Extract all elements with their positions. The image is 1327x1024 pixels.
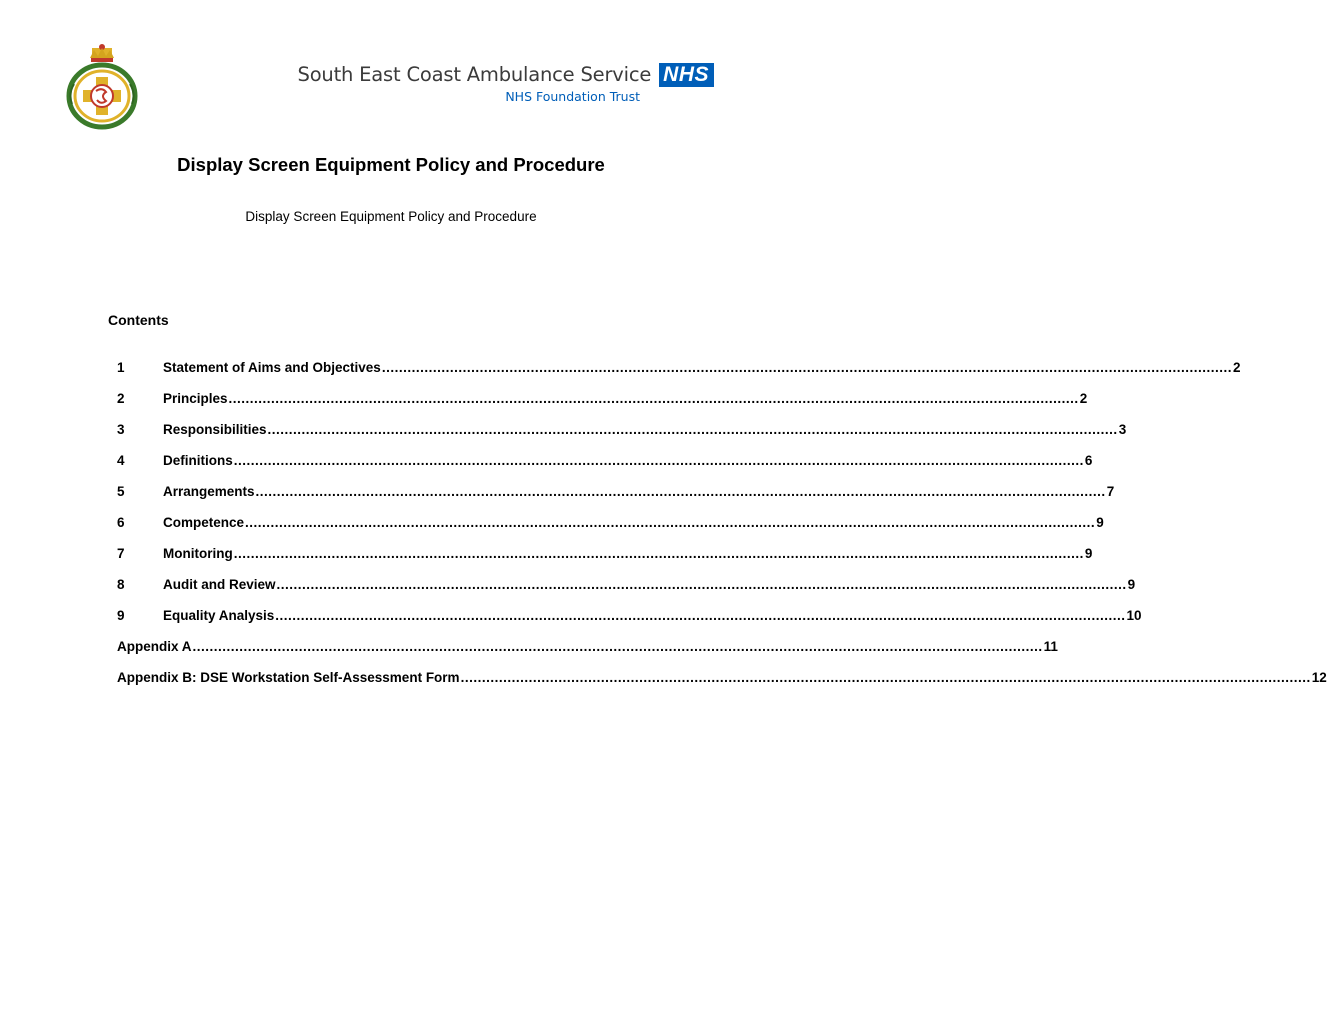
toc-entry-responsibilities[interactable] [117,420,1127,451]
organisation-name: South East Coast Ambulance Service [297,63,652,86]
toc-page-number: 9 [1084,546,1093,561]
trust-subtitle: NHS Foundation Trust [505,89,640,104]
toc-page-number: 7 [1106,484,1115,499]
toc-number: 5 [117,484,125,499]
organisation-header [298,62,714,104]
toc-leader-dots: ........................................................................................................................................................................................................ [255,484,1106,499]
toc-leader-dots: ........................................................................................................................................................................................................ [276,577,1127,592]
toc-leader-dots: ........................................................................................................................................................................................................ [233,453,1084,468]
toc-leader-dots: ........................................................................................................................................................................................................ [228,391,1079,406]
table-of-contents [117,358,1327,699]
document-title: Display Screen Equipment Policy and Procedure [177,154,605,175]
toc-title: Arrangements [163,484,255,499]
document-subtitle: Display Screen Equipment Policy and Procedure [245,209,537,224]
toc-page-number: 12 [1311,670,1327,685]
toc-number: 1 [117,360,125,375]
toc-entry-definitions[interactable] [117,451,1093,482]
toc-number: 8 [117,577,125,592]
toc-entry-aims[interactable] [117,358,1241,389]
toc-title: Definitions [163,453,233,468]
toc-number: 2 [117,391,125,406]
toc-page-number: 11 [1043,639,1058,654]
toc-leader-dots: ........................................................................................................................................................................................................ [381,360,1232,375]
toc-title: Appendix B: DSE Workstation Self-Assessment Form [117,670,460,685]
toc-page-number: 3 [1118,422,1127,437]
toc-title: Appendix A [117,639,192,654]
toc-page-number: 9 [1096,515,1104,530]
toc-page-number: 6 [1084,453,1093,468]
toc-number: 7 [117,546,125,561]
toc-page-number: 2 [1232,360,1241,375]
toc-page-number: 10 [1126,608,1142,623]
toc-entry-principles[interactable] [117,389,1088,420]
toc-leader-dots: ........................................................................................................................................................................................................ [275,608,1126,623]
toc-leader-dots: ........................................................................................................................................................................................................ [192,639,1043,654]
toc-entry-audit-review[interactable] [117,575,1136,606]
toc-leader-dots: ........................................................................................................................................................................................................ [460,670,1311,685]
toc-title: Equality Analysis [163,608,275,623]
toc-leader-dots: ........................................................................................................................................................................................................ [267,422,1118,437]
toc-title: Competence [163,515,245,530]
toc-number: 6 [117,515,125,530]
toc-number: 9 [117,608,125,623]
toc-title: Principles [163,391,228,406]
toc-entry-appendix-a[interactable] [117,637,1058,668]
toc-entry-equality-analysis[interactable] [117,606,1142,637]
toc-entry-appendix-b[interactable] [117,668,1327,699]
toc-title: Monitoring [163,546,233,561]
toc-page-number: 9 [1127,577,1136,592]
toc-title: Responsibilities [163,422,267,437]
nhs-logo: NHS [659,63,714,87]
toc-leader-dots: ........................................................................................................................................................................................................ [245,515,1096,530]
toc-entry-arrangements[interactable] [117,482,1115,513]
toc-number: 3 [117,422,125,437]
toc-leader-dots: ........................................................................................................................................................................................................ [233,546,1084,561]
toc-number: 4 [117,453,125,468]
toc-page-number: 2 [1079,391,1088,406]
toc-entry-monitoring[interactable] [117,544,1093,575]
toc-title: Audit and Review [163,577,276,592]
toc-entry-competence[interactable] [117,513,1104,544]
toc-title: Statement of Aims and Objectives [163,360,381,375]
contents-heading: Contents [108,312,169,328]
ambulance-crest-logo [66,44,138,130]
